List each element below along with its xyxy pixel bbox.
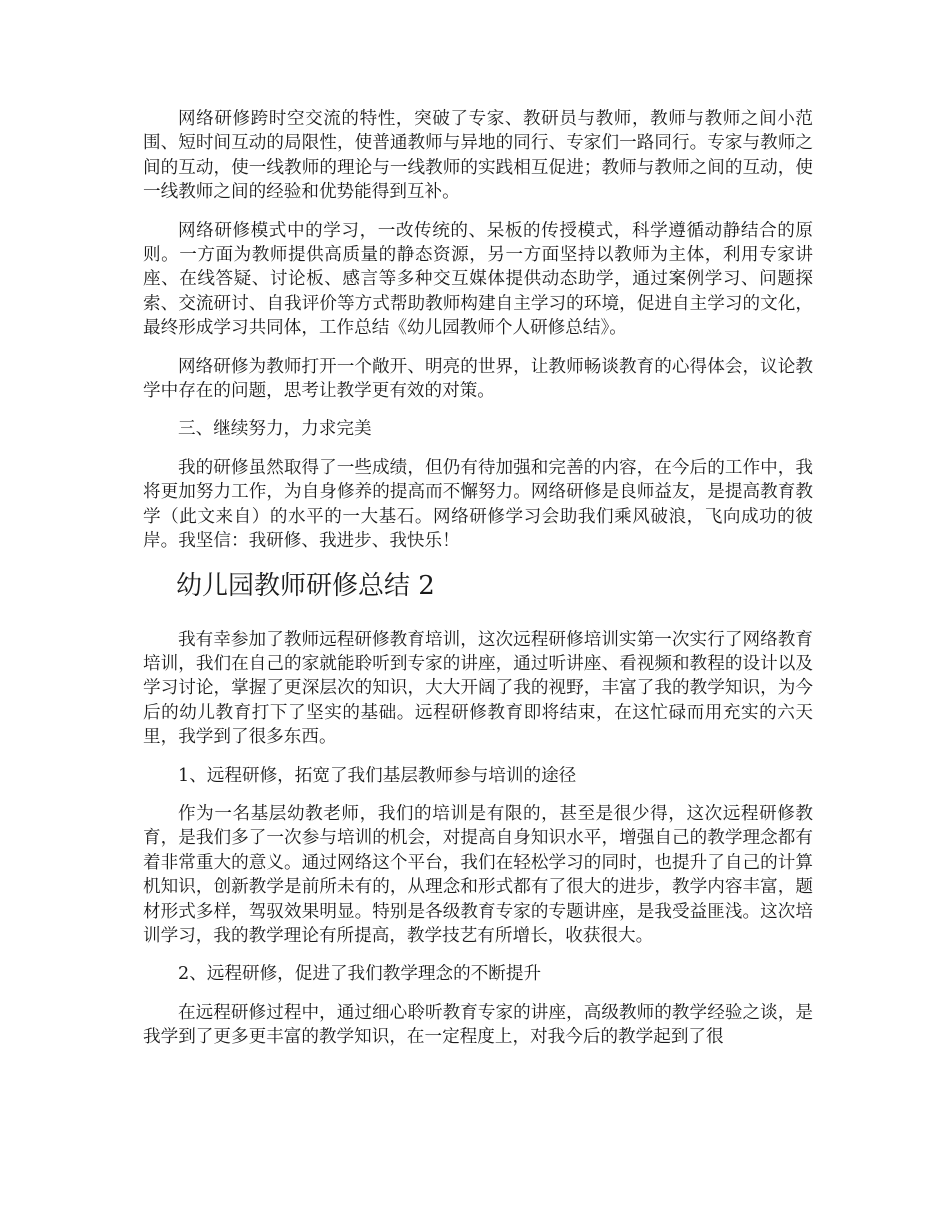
paragraph: 我的研修虽然取得了一些成绩，但仍有待加强和完善的内容，在今后的工作中，我将更加努力工作，为自身修养的提高而不懈努力。网络研修是良师益友，是提高教育教学（此文来自）的水平的一大基石。网络研修学习会助我们乘风破浪，飞向成功的彼岸。我坚信：我研修、我进步、我快乐！ [143,457,813,552]
section-title: 幼儿园教师研修总结 2 [176,570,435,601]
paragraph: 作为一名基层幼教老师，我们的培训是有限的，甚至是很少得，这次远程研修教育，是我们多了一次参与培训的机会，对提高自身知识水平，增强自己的教学理念都有着非常重大的意义。通过网络这个平台，我们在轻松学习的同时，也提升了自己的计算机知识，创新教学是前所未有的，从理念和形式都有了很大的进步，教学内容丰富，题材形式多样，驾驭效果明显。特别是各级教育专家的专题讲座，是我受益匪浅。这次培训学习，我的教学理论有所提高，教学技艺有所增长，收获很大。 [143,803,813,946]
subheading: 2、远程研修，促进了我们教学理念的不断提升 [178,964,542,985]
paragraph: 网络研修为教师打开一个敞开、明亮的世界，让教师畅谈教育的心得体会，议论教学中存在的问题，思考让教学更有效的对策。 [143,356,813,402]
paragraph: 在远程研修过程中，通过细心聆听教育专家的讲座，高级教师的教学经验之谈，是我学到了更多更丰富的教学知识，在一定程度上，对我今后的教学起到了很 [143,1002,813,1048]
subheading: 三、继续努力，力求完美 [178,419,372,440]
paragraph: 我有幸参加了教师远程研修教育培训，这次远程研修培训实第一次实行了网络教育培训，我们在自己的家就能聆听到专家的讲座，通过听讲座、看视频和教程的设计以及学习讨论，掌握了更深层次的知识，大大开阔了我的视野，丰富了我的教学知识，为今后的幼儿教育打下了坚实的基础。远程研修教育即将结束，在这忙碌而用充实的六天里，我学到了很多东西。 [143,629,813,748]
document-page [143,107,813,1064]
subheading: 1、远程研修，拓宽了我们基层教师参与培训的途径 [178,765,577,786]
paragraph: 网络研修模式中的学习，一改传统的、呆板的传授模式，科学遵循动静结合的原则。一方面为教师提供高质量的静态资源，另一方面坚持以教师为主体，利用专家讲座、在线答疑、讨论板、感言等多种交互媒体提供动态助学，通过案例学习、问题探索、交流研讨、自我评价等方式帮助教师构建自主学习的环境，促进自主学习的文化，最终形成学习共同体，工作总结《幼儿园教师个人研修总结》。 [143,220,813,339]
paragraph: 网络研修跨时空交流的特性，突破了专家、教研员与教师，教师与教师之间小范围、短时间互动的局限性，使普通教师与异地的同行、专家们一路同行。专家与教师之间的互动，使一线教师的理论与一线教师的实践相互促进；教师与教师之间的互动，使一线教师之间的经验和优势能得到互补。 [143,109,813,203]
